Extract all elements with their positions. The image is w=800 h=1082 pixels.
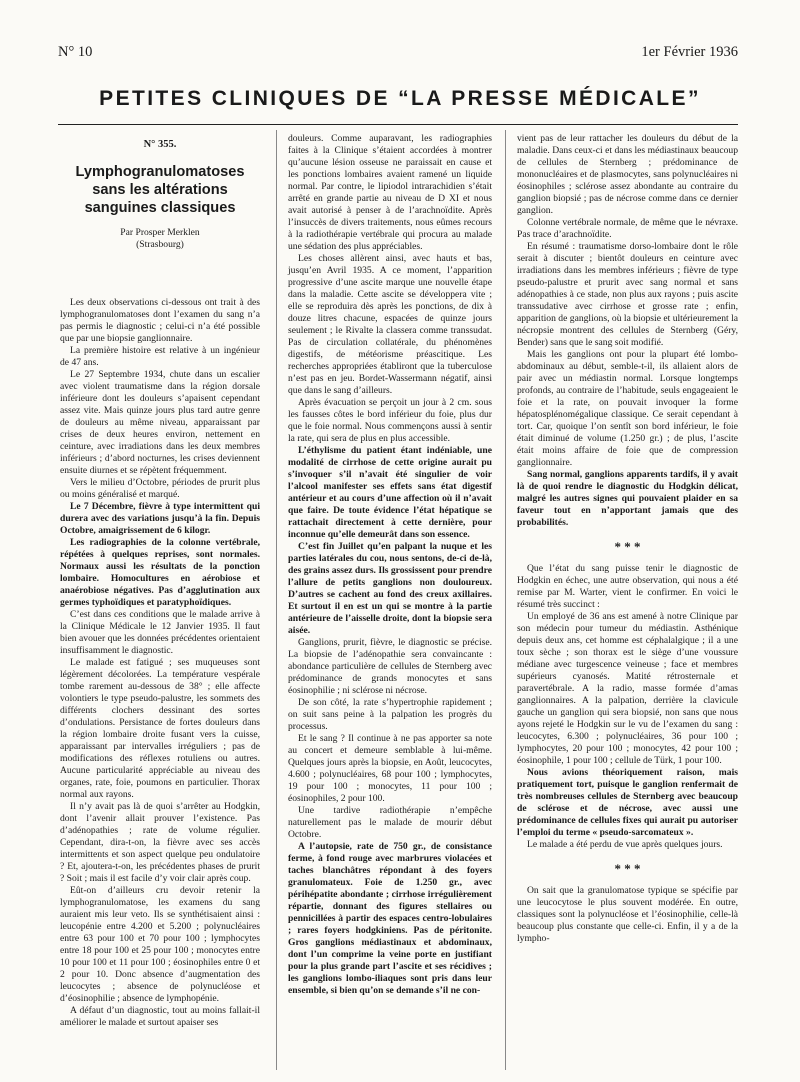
paragraph: La première histoire est relative à un ingénieur de 47 ans. [60, 345, 260, 368]
paragraph: Un employé de 36 ans est amené à notre Clinique par son médecin pour tumeur du médiastin. Asthénique depuis deux ans, cet homme est céphalalgique ; il a une toux sèche ; son thorax est le siège d’une voussure médiane avec turgescence veineuse ; face et membres supérieurs cyanosés. Matité rétrosternale et paravertébrale. A la radio, masse formée d’amas ganglionnaires. A la palpation, derrière la clavicule gauche un ganglion qui sera biopsié, non sans que nous ayons rejeté le Hodgkin sur le vu de l’examen du sang : leucocytes, 6.300 ; polynucléaires, 36 pour 100 ; lymphocytes, 20 pour 100 ; monocytes, 42 pour 100 ; éosinophile, 1 pour 100 ; cellule de Türk, 1 pour 100. [517, 611, 738, 766]
issue-date: 1er Février 1936 [641, 44, 738, 60]
paragraph: Mais les ganglions ont pour la plupart été lombo-abdominaux au début, semble-t-il, ils allaient alors de pair avec un médiastin normal. Lorsque longtemps profonds, au contraire de l’habitude, seuls engageaient le foie et la rate, on pouvait invoquer la forme hépatosplénomégalique classique. Ce serait cependant à tort. Car, quoique l’on sentît son bord inférieur, le foie était diminué de volume (1.250 gr.) ; de plus, l’ascite était moins affaire de foie que de compression ganglionnaire. [517, 349, 738, 468]
paragraph: Les deux observations ci-dessous ont trait à des lymphogranulomatoses dont l’examen du sang n’a pas permis le diagnostic ; celui-ci n’a été possible que par une biopsie ganglionnaire. [60, 297, 260, 344]
paragraph: vient pas de leur rattacher les douleurs du début de la maladie. Dans ceux-ci et dans les médiastinaux beaucoup de cellules de Sternberg ; prédominance de mononucléaires et de plasmocytes, sans polynucléaires ni éosinophiles ; sclérose assez abondante au contraire du ganglion biopsié ; pas de nécrose comme dans ce dernier ganglion. [517, 133, 738, 216]
paragraph: Nous avions théoriquement raison, mais pratiquement tort, puisque le ganglion renfermait de très nombreuses cellules de Sternberg avec beaucoup de sclérose et de nécrose, avec aussi une prédominance de cellules fixes qui aurait pu autoriser l’emploi du terme « pseudo-sarcomateux ». [517, 767, 738, 838]
paragraph: Il n’y avait pas là de quoi s’arrêter au Hodgkin, dont l’avenir allait prouver l’existence. Pas d’adénopathies ; rate de volume régulier. Cependant, dira-t-on, la fièvre avec ses accès intermittents et son aspect quelque peu ondulatoire ? Et, ajoutera-t-on, les précédentes phases de prurit ? Soit ; mais il est facile d’y voir clair après coup. [60, 801, 260, 884]
paragraph: Après évacuation se perçoit un jour à 2 cm. sous les fausses côtes le bord inférieur du foie, plus dur que le foie normal. Nous commençons aussi à sentir la rate, qui sera de plus en plus accessible. [288, 397, 492, 444]
paragraph: Sang normal, ganglions apparents tardifs, il y avait là de quoi rendre le diagnostic du Hodgkin délicat, malgré les autres signes qui pouvaient plaider en sa faveur tout en n’apportant jamais que des probabilités. [517, 469, 738, 528]
column-3 [517, 133, 738, 945]
paragraph: C’est fin Juillet qu’en palpant la nuque et les parties latérales du cou, nous sentons, de-ci de-là, des grains assez durs. Ils grossissent pour prendre l’allure de petits ganglions non douloureux. D’autres se cachent au fond des creux axillaires. Et surtout il en est un qui se montre à la partie antérieure de l’aisselle droite, dont la biopsie sera aisée. [288, 541, 492, 636]
paragraph: Le malade a été perdu de vue après quelques jours. [527, 839, 723, 850]
running-header [58, 44, 738, 62]
column-divider [505, 130, 506, 1070]
paragraph: Une tardive radiothérapie n’empêche naturellement pas le malade de mourir début Octobre. [288, 805, 492, 840]
masthead-title: PETITES CLINIQUES DE “LA PRESSE MÉDICALE” [99, 87, 701, 110]
article-title: Lymphogranulomatoses sans les altérations sanguines classiques [75, 164, 245, 216]
paragraph: Colonne vertébrale normale, de même que le névraxe. Pas trace d’arachnoïdite. [517, 217, 738, 240]
paragraph: Le 27 Septembre 1934, chute dans un escalier avec violent traumatisme dans la région dorsale inférieure dont les douleurs s’apaisent cependant assez vite. Mais quinze jours plus tard autre genre de douleurs au même niveau, apparaissant par crises de deux heures environ, nettement en ceinture, avec irradiations dans les deux membres inférieurs ; d’abord nocturnes, les crises deviennent ensuite diurnes et se répètent fréquemment. [60, 369, 260, 476]
paragraph: Ganglions, prurit, fièvre, le diagnostic se précise. La biopsie de l’adénopathie sera convaincante : abondance particulière de cellules de Sternberg avec prédominance de grands monocytes et sans éosinophilie ; ni sclérose ni nécrose. [288, 637, 492, 696]
section-separator: * * * [614, 539, 641, 554]
paragraph: Vers le milieu d’Octobre, périodes de prurit plus ou moins généralisé et marqué. [60, 477, 260, 500]
paragraph: Le 7 Décembre, fièvre à type intermittent qui durera avec des variations jusqu’à la fin. Depuis Octobre, amaigrissement de 6 kilogr. [60, 501, 260, 536]
issue-number: N° 10 [58, 44, 93, 60]
paragraph: A l’autopsie, rate de 750 gr., de consistance ferme, à fond rouge avec marbrures violacées et taches blanchâtres répondant à des foyers granulomateux. Foie de 1.250 gr., avec périhépatite abondante ; cirrhose irrégulièrement répartie, donnant des figures stellaires ou pennicillées à partir des espaces centro-lobulaires ; rares foyers hodgkiniens. Pas de péritonite. Gros ganglions médiastinaux et abdominaux, dont l’un comprime la veine porte en justifiant pour la plus grande part l’ascite et ses récidives ; les ganglions lombo-iliaques sont pris dans leur ensemble, si bien qu’on se demande s’il ne con- [288, 841, 492, 996]
paragraph: Les choses allèrent ainsi, avec hauts et bas, jusqu’en Avril 1935. A ce moment, l’apparition progressive d’une ascite marque une nouvelle étape dans la maladie. Cette ascite se développera vite ; elle se reproduira dès après les ponctions, de dix à douze litres chacune, espacées de quinze jours seulement ; le Rivalte la classera comme transsudat. Pas de circulation collatérale, du phénomènes digestifs, de météorisme préascitique. Les recherches appropriées établiront que la tuberculose n’est pas en jeu. Bordet-Wassermann négatif, ainsi que dans le sang d’ailleurs. [288, 253, 492, 396]
section-separator: * * * [614, 861, 641, 876]
paragraph: Le malade est fatigué ; ses muqueuses sont légèrement décolorées. La température vespérale tombe rarement au-dessous de 38° ; elle affecte volontiers le type pseudo-palustre, les sommets des différents clochers dessinant des sortes d’ondulations. Persistance de fortes douleurs dans la région lombaire droite fusant vers la cuisse, apparaissant par intervalles irréguliers ; pas de modifications des réflexes rotuliens ou autres. Aucune particularité appréciable au niveau des organes, rate, foie, poumons en particulier. Thorax normal aux rayons. [60, 657, 260, 800]
paragraph: Les radiographies de la colonne vertébrale, répétées à quelques reprises, sont normales. Normaux aussi les résultats de la ponction lombaire. Homocultures en aérobiose et anaérobiose négatives. Pas d’agglutination aux germes typhoïdiques et paratyphoïdiques. [60, 537, 260, 608]
paragraph: Eût-on d’ailleurs cru devoir retenir la lymphogranulomatose, les examens du sang auraient mis leur veto. Ils se synthétisaient ainsi : leucopénie entre 4.200 et 5.200 ; polynucléaires entre 63 pour 100 et 70 pour 100 ; lymphocytes entre 18 pour 100 et 25 pour 100 ; monocytes entre 10 pour 100 et 11 pour 100 ; éosinophiles entre 0 et 2 pour 10. Donc absence d’augmentation des leucocytes ; absence de polynucléose et d’éosinophilie ; absence de lymphopénie. [60, 885, 260, 1004]
paragraph: douleurs. Comme auparavant, les radiographies faites à la Clinique s’étaient accordées à montrer qu’aucune lésion osseuse ne paraissait en cause et les ponctions lombaires avaient ramené un liquide normal. Par contre, le lipiodol intrarachidien s’était arrêté en grande partie au niveau de D XI et nous avait autorisé à penser à de l’arachnoïdite. Après l’insuccès de divers traitements, nous eûmes recours à la radiothérapie vertébrale qui procura au malade une sédation des plus appréciables. [288, 133, 492, 252]
paragraph: L’éthylisme du patient étant indéniable, une modalité de cirrhose de cette origine aurait pu s’invoquer s’il n’avait été singulier de voir l’alcool manifester ses effets sans état digestif antérieur et au cours d’une affection où il n’avait que faire. De toute évidence l’état hépatique se rattachait directement à cette dernière, pour inconnue qu’elle demeurât dans son essence. [288, 445, 492, 540]
column-1 [60, 133, 260, 1029]
column-divider [276, 130, 277, 1070]
masthead-rule [58, 124, 738, 125]
column-2 [288, 133, 492, 997]
paragraph: A défaut d’un diagnostic, tout au moins fallait-il améliorer le malade et surtout apaiser ses [60, 1005, 260, 1028]
article-affiliation: (Strasbourg) [136, 239, 184, 250]
paragraph: En résumé : traumatisme dorso-lombaire dont le rôle serait à discuter ; bientôt douleurs en ceinture avec irradiations dans les membres inférieurs ; fièvre de type pseudo-palustre et prurit avec sang normal et sans adénopathies à ce stade, non plus aux rayons ; puis ascite transsudative avec cirrhose et grosse rate ; enfin, apparition de ganglions, où la biopsie et ultérieurement la nécropsie montrent des cellules de Sternberg (Géry, Bender) sans que le sang soit modifié. [517, 241, 738, 348]
article-number: N° 355. [143, 139, 177, 150]
paragraph: De son côté, la rate s’hypertrophie rapidement ; on suit sans peine à la palpation les progrès du processus. [288, 697, 492, 732]
article-byline: Par Prosper Merklen [120, 227, 200, 238]
paragraph: Que l’état du sang puisse tenir le diagnostic de Hodgkin en échec, une autre observation, qui nous a été remise par M. Warter, vient le confirmer. En voici le résumé très succinct : [517, 563, 738, 610]
paragraph: Et le sang ? Il continue à ne pas apporter sa note au concert et demeure semblable à lui-même. Quelques jours après la biopsie, en Août, leucocytes, 4.600 ; polynucléaires, 68 pour 100 ; lymphocytes, 19 pour 100 ; monocytes, 11 pour 100 ; éosinophiles, 2 pour 100. [288, 733, 492, 804]
paragraph: C’est dans ces conditions que le malade arrive à la Clinique Médicale le 12 Janvier 1935. Il faut bien avouer que les données précédentes orientaient insuffisamment le diagnostic. [60, 609, 260, 656]
paragraph: On sait que la granulomatose typique se spécifie par une leucocytose le plus souvent modérée. En outre, classiques sont la polynucléose et l’éosinophilie, celle-là beaucoup plus constante que celle-ci. Enfin, il y a de la lympho- [517, 885, 738, 944]
